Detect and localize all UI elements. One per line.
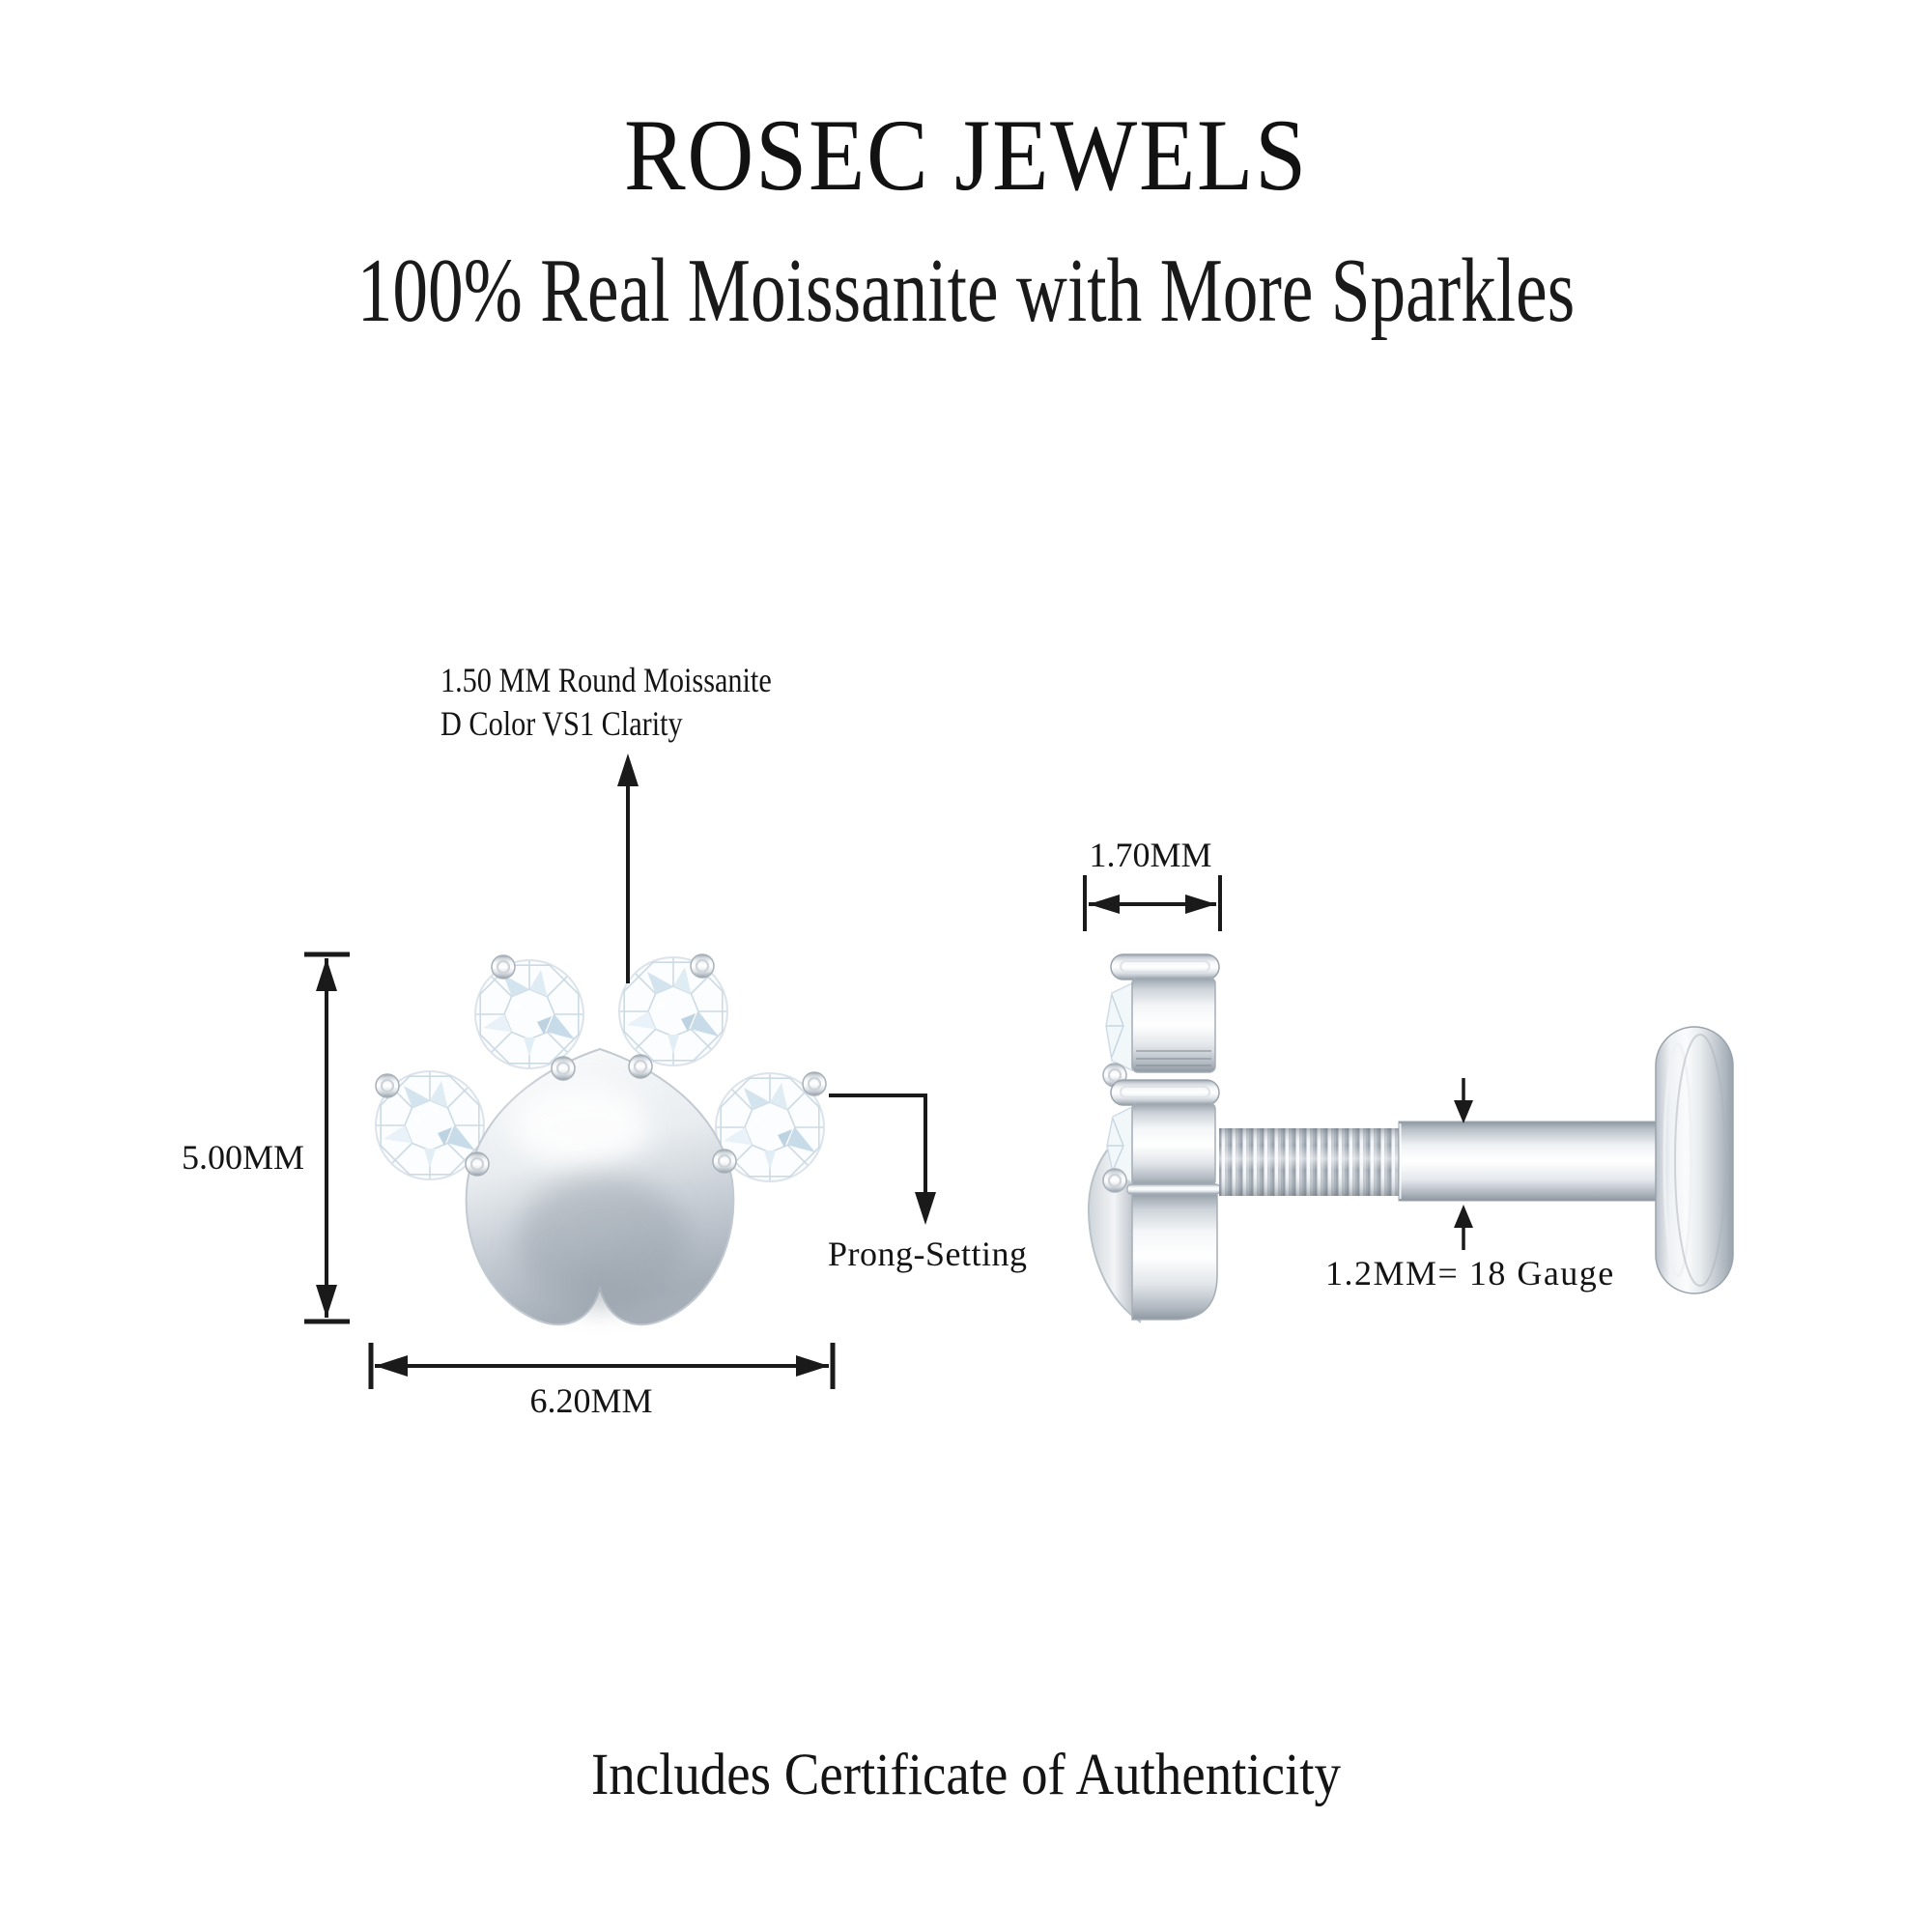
top-setting-bar (1111, 954, 1219, 980)
width-dimension-label: 6.20MM (529, 1381, 653, 1420)
post-barbell (1399, 1122, 1662, 1201)
prong-setting-label: Prong-Setting (828, 1235, 1028, 1273)
heart-pad-drum (1132, 1194, 1217, 1320)
height-dimension-label: 5.00MM (181, 1138, 304, 1177)
stone-callout-line2: D Color VS1 Clarity (440, 704, 683, 743)
paw-earring-front-view (376, 954, 826, 1324)
brand-title: ROSEC JEWELS (624, 99, 1308, 212)
stone-callout-text (440, 659, 772, 746)
post-gauge-label: 1.2MM= 18 Gauge (1325, 1254, 1615, 1293)
top-stone-side (1106, 983, 1132, 1070)
separator-band (1127, 1184, 1220, 1194)
second-setting-drum (1132, 1103, 1215, 1186)
dimension-height-arrow (304, 954, 350, 1321)
head-width-dimension-label: 1.70MM (1089, 836, 1212, 874)
prong-setting-callout-arrow (829, 1095, 936, 1225)
heart-paw-pad (467, 1049, 734, 1324)
annotations-layer (304, 753, 1473, 1389)
stone-callout-arrow (617, 753, 639, 983)
labret-disc-back (1656, 1027, 1733, 1293)
screw-threads (1219, 1128, 1399, 1196)
brand-subtitle: 100% Real Moissanite with More Sparkles (356, 241, 1576, 341)
second-setting-bar (1111, 1080, 1219, 1105)
dimension-head-width-arrow (1085, 875, 1220, 931)
certificate-note: Includes Certificate of Authenticity (591, 1743, 1341, 1807)
stone-callout-line1: 1.50 MM Round Moissanite (440, 661, 772, 699)
